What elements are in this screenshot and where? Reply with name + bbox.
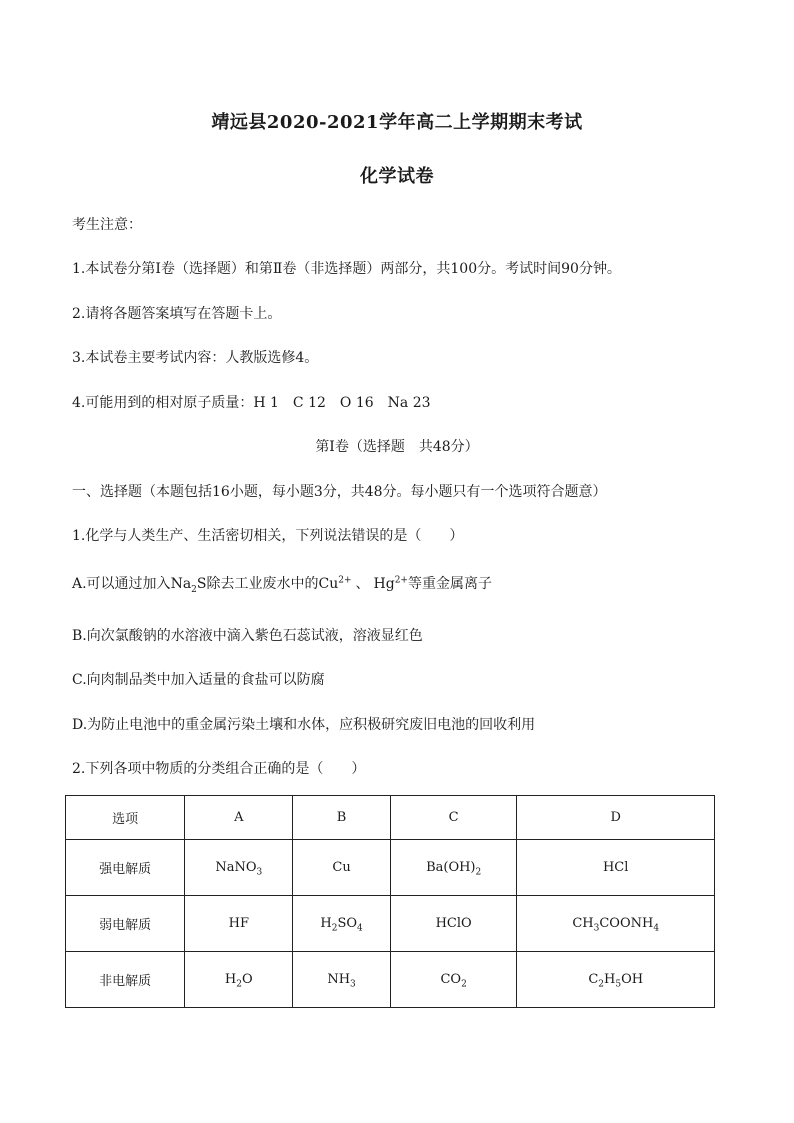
cell-weak-c: HClO — [390, 896, 517, 952]
ion-hg: $Hg^{2+}$ — [373, 575, 408, 592]
question-1-stem: 1.化学与人类生产、生活密切相关，下列说法错误的是（ ） — [72, 528, 464, 544]
cell-strong-b: Cu — [293, 840, 391, 896]
note-item-4: 4.可能用到的相对原子质量：H 1 C 12 O 16 Na 23 — [72, 395, 431, 411]
cell-weak-d: $CH_3COONH_4$ — [517, 896, 715, 952]
table-header-row — [66, 796, 715, 840]
notes-heading: 考生注意： — [72, 217, 142, 233]
cell-strong-a: NaNO$_3$ — [185, 840, 293, 896]
cell-weak-a: HF — [185, 896, 293, 952]
exam-title: 靖远县2020-2021学年高二上学期期末考试 — [211, 112, 583, 133]
table-header-cell: 选项 — [66, 796, 185, 840]
option-a-text: A.可以通过加入 — [72, 576, 171, 592]
section-title: 一、选择题（本题包括16小题，每小题3分，共48分。每小题只有一个选项符合题意） — [72, 484, 607, 500]
cell-strong-c: $Ba(OH)_2$ — [390, 840, 517, 896]
paper-subtitle: 化学试卷 — [360, 166, 434, 187]
part1-title: 第Ⅰ卷（选择题 共48分） — [315, 439, 479, 455]
note-item-1: 1.本试卷分第Ⅰ卷（选择题）和第Ⅱ卷（非选择题）两部分，共100分。考试时间90分钟。 — [72, 261, 621, 277]
table-row — [66, 840, 715, 896]
question-1-option-b: B.向次氯酸钠的水溶液中滴入紫色石蕊试液，溶液显红色 — [72, 628, 423, 644]
question-1-option-d: D.为防止电池中的重金属污染土壤和水体，应积极研究废旧电池的回收利用 — [72, 717, 536, 733]
table-header-cell: B — [293, 796, 391, 840]
cell-non-b: $NH_3$ — [293, 952, 391, 1008]
cell-non-d: $C_2H_5OH$ — [517, 952, 715, 1008]
table-row — [66, 896, 715, 952]
formula-na2s: $Na_2$ — [170, 576, 197, 595]
question-1-option-c: C.向肉制品类中加入适量的食盐可以防腐 — [72, 672, 325, 688]
row-label-non: 非电解质 — [66, 952, 185, 1008]
table-header-cell: A — [185, 796, 293, 840]
table-row — [66, 952, 715, 1008]
cell-weak-b: $H_2SO_4$ — [293, 896, 391, 952]
classification-table — [65, 795, 715, 1008]
cell-strong-d: HCl — [517, 840, 715, 896]
option-a-text-2: S除去工业废水中的 — [196, 576, 319, 592]
row-label-strong: 强电解质 — [66, 840, 185, 896]
ion-cu: $Cu^{2+}$ — [318, 575, 352, 592]
cell-non-a: $H_2O$ — [185, 952, 293, 1008]
table-header-cell: D — [517, 796, 715, 840]
row-label-weak: 弱电解质 — [66, 896, 185, 952]
table-header-cell: C — [390, 796, 517, 840]
cell-non-c: $CO_2$ — [390, 952, 517, 1008]
option-a-text-3: 等重金属离子 — [407, 576, 492, 592]
note-item-2: 2.请将各题答案填写在答题卡上。 — [72, 306, 282, 322]
question-1-option-a: A.可以通过加入$Na_2S$除去工业废水中的$Cu^{2+}$ 、 $Hg^{2+}$等重金属离子 — [72, 575, 492, 595]
question-2-stem: 2.下列各项中物质的分类组合正确的是（ ） — [72, 761, 366, 777]
note-item-3: 3.本试卷主要考试内容：人教版选修4。 — [72, 350, 319, 366]
